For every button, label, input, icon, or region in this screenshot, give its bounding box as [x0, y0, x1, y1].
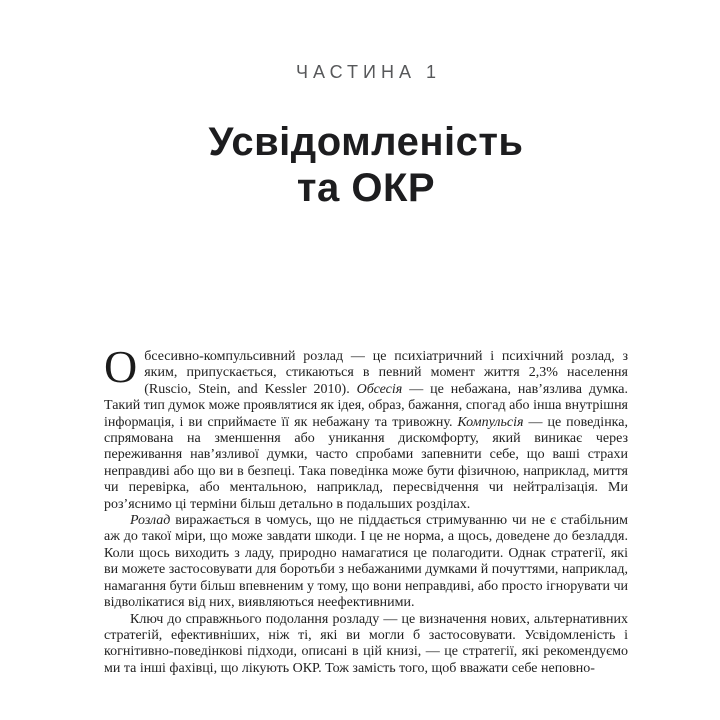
text-segment: виражається в чомусь, що не піддається стримуванню чи не є стабільним аж до такої міри, що може завдати шкоди. І це не норма, а щось, доведене до безладдя. Коли щось виходить з ладу, природно намагатися це полагодити. Однак стратегії, які ви можете застосовувати для боротьби з небажаними думками й почуттями, наприклад, намагання бути більш впевненим у тому, що вони неправдиві, або просто ігнорувати чи відволікатися від них, виявляються неефективними. [104, 513, 628, 611]
part-title [104, 119, 628, 211]
part-title-line-1: Усвідомленість [208, 120, 524, 164]
text-segment: Ключ до справжнього подолання розладу — це визначення нових, альтернативних стратегій, ефективніших, ніж ті, які ви могли б застосовувати. Усвідомленість і когнітивно-поведінкові підходи, описані в цій книзі, — це стратегії, які рекомендуємо ми та інші фахівці, що лікують ОКР. Тож замість того, щоб вважати себе неповно- [104, 611, 628, 676]
page-content [104, 62, 628, 677]
italic-term: Розлад [130, 513, 171, 529]
text-segment: — це небажана, нав’язлива думка. Такий тип думок може проявлятися як ідея, образ, бажання, спогад або інша внутрішня інформація, і ви сприймаєте її як небажану та тривожну. [104, 381, 628, 430]
paragraph [104, 612, 628, 678]
text-segment: бсесивно-компульсивний розлад — це психіатричний і психічний розлад, з яким, припускається, стикаються в певний момент життя 2,3% населення (Ruscio, Stein, and Kessler 2010). [144, 349, 628, 397]
italic-term: Обсесія [356, 381, 403, 397]
paragraph [104, 341, 628, 513]
dropcap-letter: О [104, 341, 138, 392]
body-text [104, 341, 628, 677]
paragraph [104, 513, 628, 611]
part-number-label: ЧАСТИНА 1 [296, 62, 441, 82]
text-segment: — це поведінка, спрямована на зменшення або уникання дискомфорту, який виникає через переживання нав’язливої думки, часто спробами запевнити себе, що ваші страхи неправдиві або що ви в безпеці. Така поведінка може бути фізичною, наприклад, миття чи перевірка, або ментальною, наприклад, пересвідчення чи нейтралізація. Ми роз’яснимо ці терміни більш детально в подальших розділах. [104, 414, 628, 512]
part-title-line-2: та ОКР [296, 166, 436, 210]
italic-term: Компульсія [457, 414, 524, 430]
